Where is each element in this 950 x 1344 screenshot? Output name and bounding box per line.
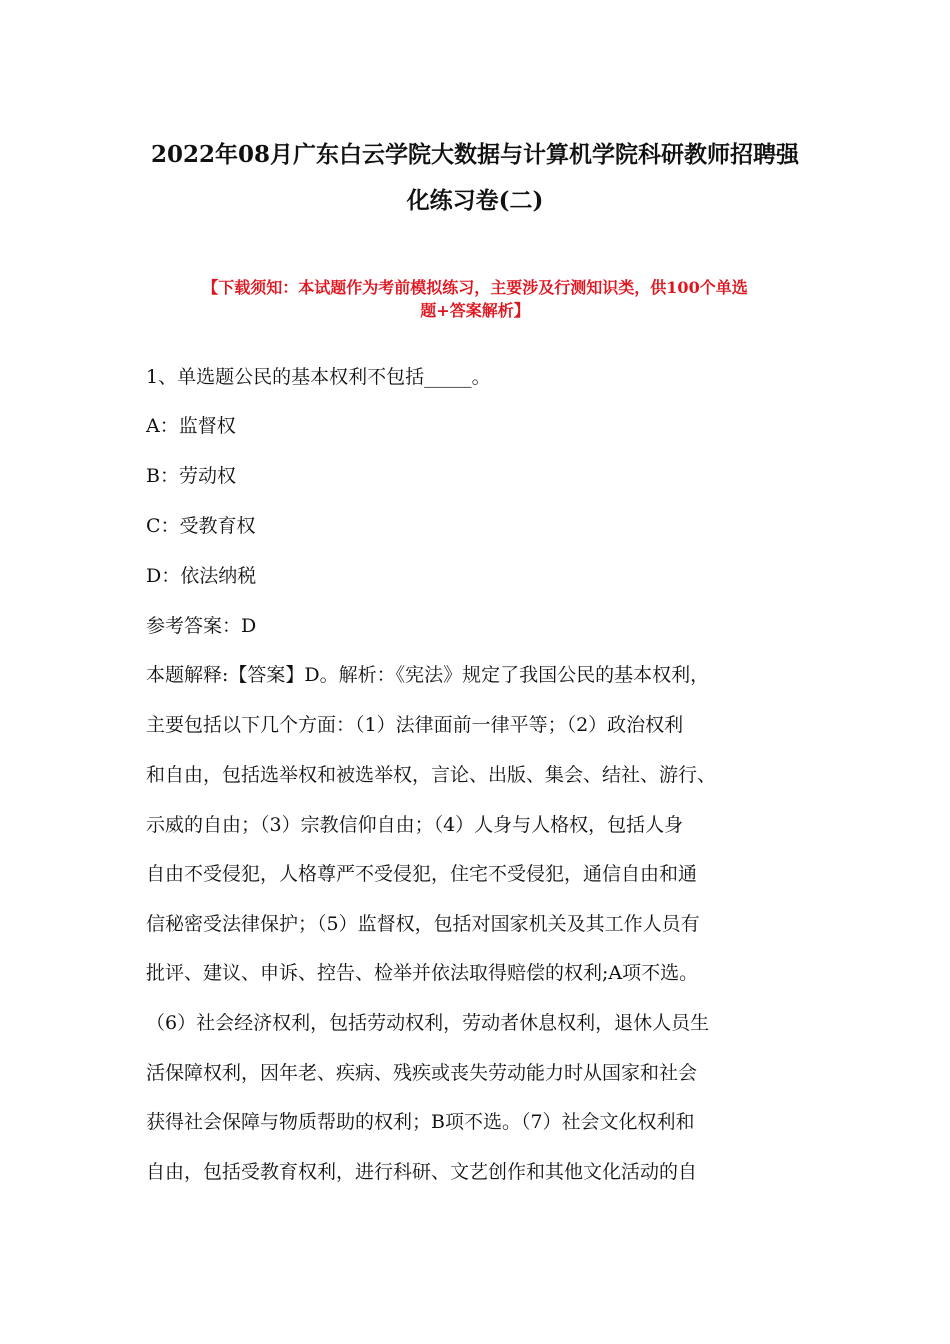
explanation-line: （6）社会经济权利，包括劳动权利，劳动者休息权利，退休人员生: [146, 1012, 710, 1034]
explanation-line: 活保障权利，因年老、疾病、残疾或丧失劳动能力时从国家和社会: [146, 1062, 698, 1084]
option-d: D：依法纳税: [146, 565, 257, 587]
explanation-line: 自由，包括受教育权利，进行科研、文艺创作和其他文化活动的自: [146, 1161, 698, 1183]
option-b: B：劳动权: [146, 465, 236, 487]
explanation-line: 自由不受侵犯，人格尊严不受侵犯，住宅不受侵犯，通信自由和通: [146, 863, 698, 885]
explanation-line: 获得社会保障与物质帮助的权利；B项不选。（7）社会文化权利和: [146, 1111, 695, 1133]
option-a: A：监督权: [146, 415, 236, 437]
explanation-line: 信秘密受法律保护；（5）监督权，包括对国家机关及其工作人员有: [146, 913, 700, 935]
download-notice-line-1: 【下载须知：本试题作为考前模拟练习，主要涉及行测知识类，供100个单选: [202, 278, 748, 297]
document-title-line-2: 化练习卷(二): [406, 187, 544, 214]
explanation-line: 示威的自由；（3）宗教信仰自由；（4）人身与人格权，包括人身: [146, 814, 684, 836]
reference-answer: 参考答案：D: [146, 615, 257, 637]
document-title-line-1: 2022年08月广东白云学院大数据与计算机学院科研教师招聘强: [150, 141, 800, 168]
explanation-line: 批评、建议、申诉、控告、检举并依法取得赔偿的权利;A项不选。: [146, 962, 699, 984]
download-notice-line-2: 题+答案解析】: [420, 301, 530, 320]
question-stem: 1、单选题公民的基本权利不包括_____。: [146, 366, 491, 388]
explanation-line: 本题解释:【答案】D。解析：《宪法》规定了我国公民的基本权利，: [146, 664, 710, 686]
explanation-line: 主要包括以下几个方面：（1）法律面前一律平等；（2）政治权利: [146, 714, 684, 736]
option-c: C：受教育权: [146, 515, 256, 537]
explanation-line: 和自由，包括选举权和被选举权，言论、出版、集会、结社、游行、: [146, 764, 717, 786]
